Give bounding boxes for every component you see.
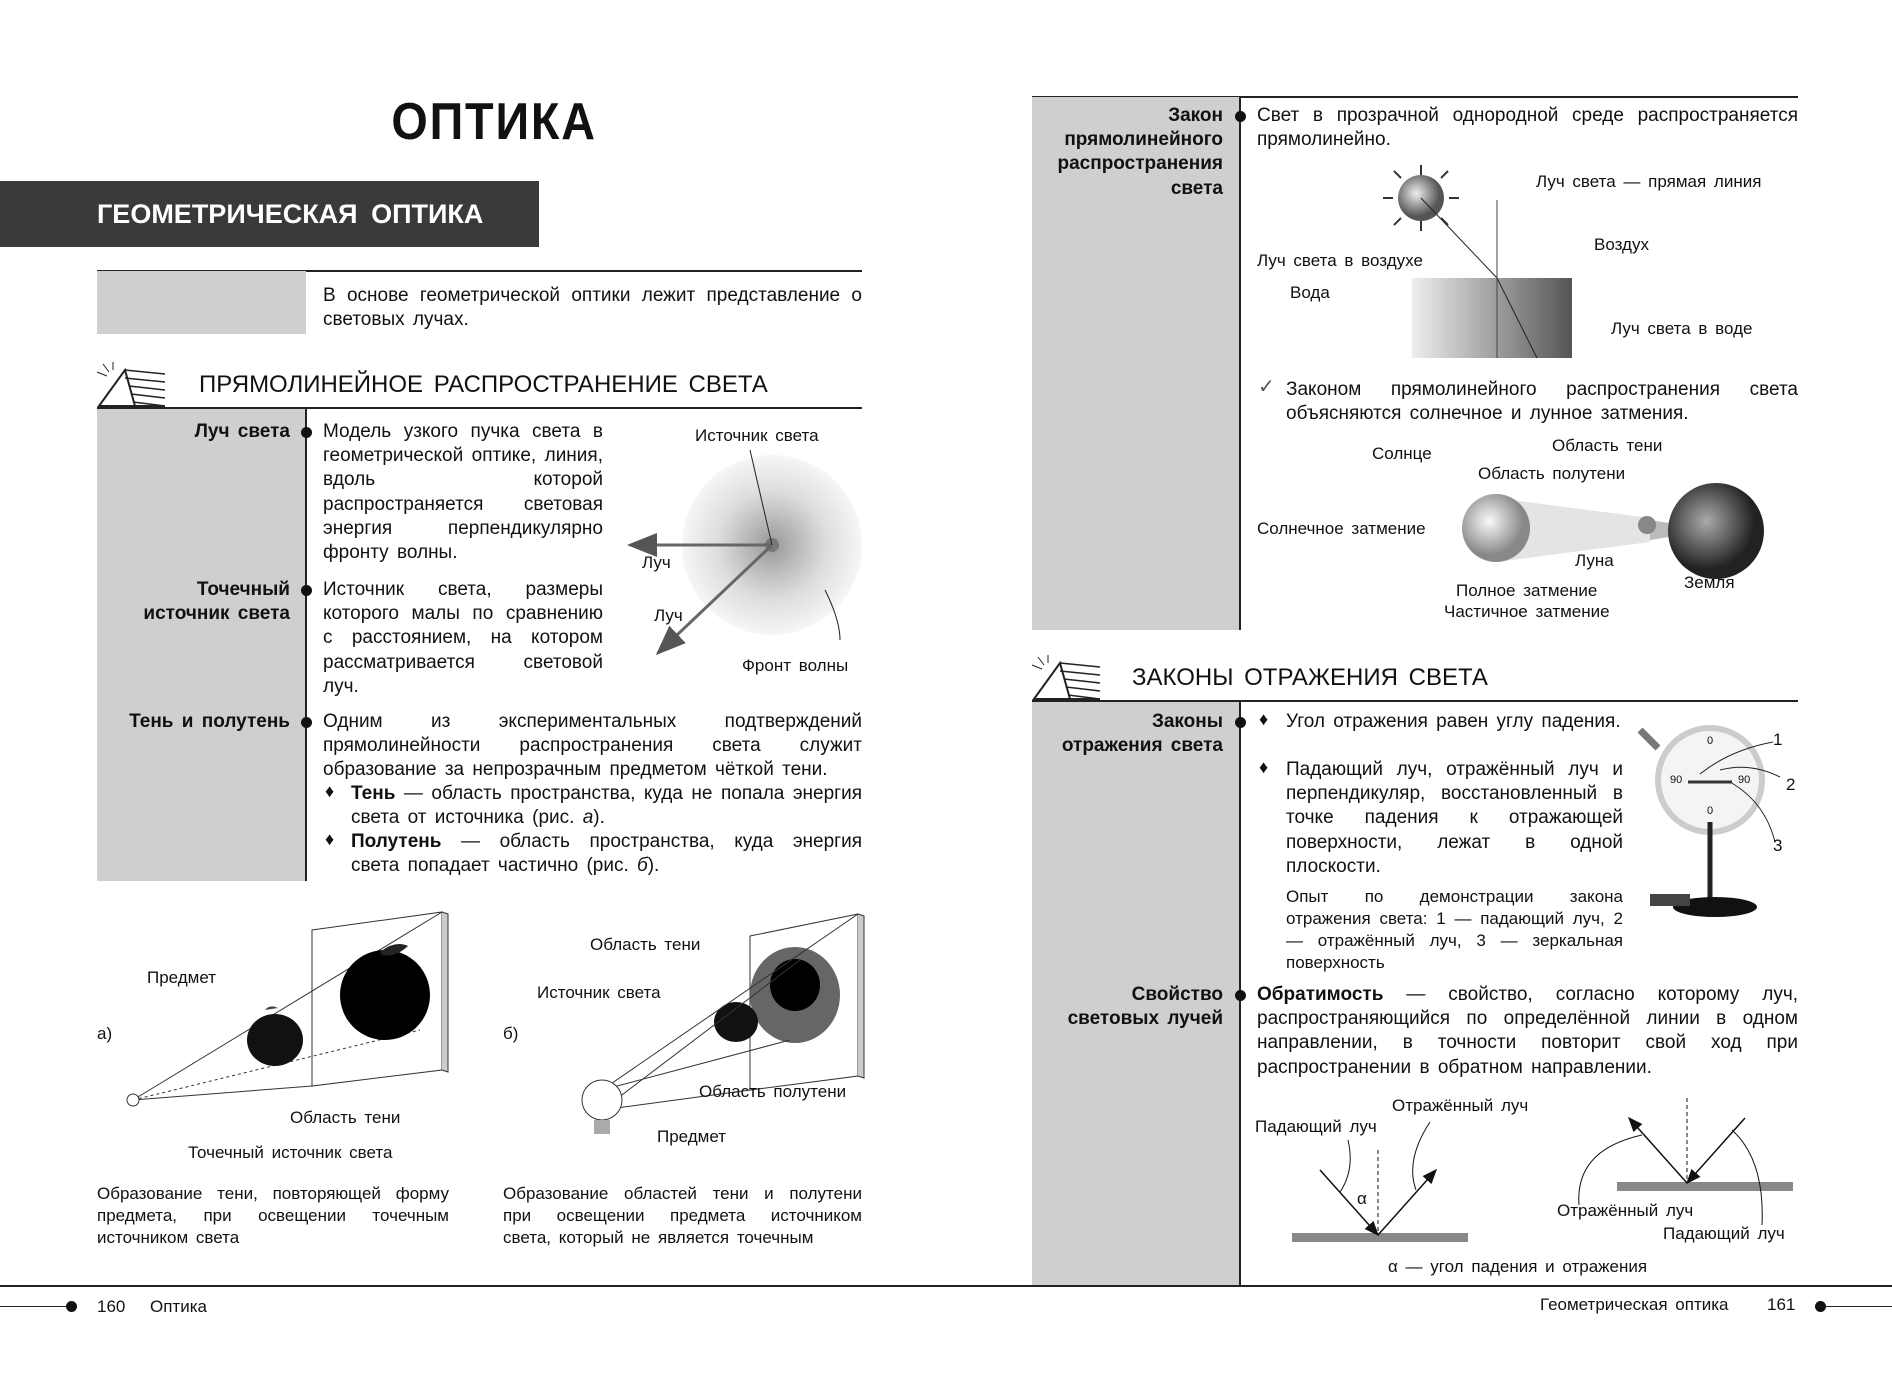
label-source: Источник света: [695, 426, 819, 445]
reflection-bullet: Падающий луч, отражённый луч и перпендикуляр, восстановленный в точке падения к отражающей поверхности, лежат в одной плоскости.: [1286, 759, 1623, 877]
figure-b-caption: Образование областей тени и полутени при освещении предмета источником света, который не является точечным: [503, 1184, 862, 1247]
figure-a-shadow: [90, 900, 470, 1170]
definition-rectilinear: Свет в прозрачной однородной среде распространяется прямолинейно.: [1257, 105, 1798, 151]
label-light-source: Источник света: [537, 983, 661, 1002]
footer-dot: [66, 1301, 77, 1312]
bullet-end: ).: [647, 855, 660, 877]
term-line: Законы: [1151, 711, 1223, 732]
apparatus-label-3: 3: [1773, 836, 1783, 855]
column-divider: [1239, 97, 1241, 630]
bullet-end: ).: [593, 807, 605, 829]
label-ray-water: Луч света в воде: [1611, 319, 1753, 338]
label-reflected-ray: Отражённый луч: [1557, 1201, 1694, 1220]
label-air: Воздух: [1594, 235, 1649, 254]
term-rectilinear-law: [1032, 104, 1223, 201]
alpha-legend: α — угол падения и отражения: [1388, 1257, 1648, 1276]
label-incident-ray: Падающий луч: [1255, 1117, 1377, 1136]
term-line: распространения: [1057, 153, 1223, 175]
fig-ref: а: [582, 807, 594, 829]
term-marker: [301, 717, 312, 728]
apparatus-caption: Опыт по демонстрации закона отражения света: 1 — падающий луч, 2 — отражённый луч, 3 — зеркальная поверхность: [1286, 887, 1623, 972]
column-divider: [305, 409, 307, 881]
term-line: Точечный: [196, 579, 290, 600]
running-head-left: Оптика: [150, 1297, 207, 1316]
label-total-eclipse: Полное затмение: [1456, 581, 1598, 600]
term-line: Свойство: [1131, 984, 1223, 1005]
label-penumbra-area: Область полутени: [1478, 464, 1626, 483]
chapter-banner: [0, 181, 539, 247]
page-title: ОПТИКА: [391, 93, 597, 151]
scale-mark: 90: [1738, 774, 1751, 786]
label-point-source: Точечный источник света: [188, 1143, 393, 1162]
page-number-right: 161: [1767, 1295, 1796, 1314]
bullet-text: — область пространства, куда энергия света попадает частично (рис.: [351, 831, 862, 877]
apparatus-label-1: 1: [1773, 730, 1783, 749]
term-marker: [301, 427, 312, 438]
bullet-penumbra: [351, 830, 862, 878]
diamond-bullet-icon: ♦: [1259, 709, 1269, 729]
footer-line: [1820, 1306, 1892, 1307]
label-ray-straight: Луч света — прямая линия: [1536, 172, 1762, 191]
label-reflected-ray: Отражённый луч: [1392, 1096, 1529, 1115]
intro-text: В основе геометрической оптики лежит представление о световых лучах.: [323, 285, 862, 331]
term-shadow: Тень и полутень: [129, 711, 290, 732]
figure-letter: а): [97, 1024, 113, 1043]
label-ray: Луч: [642, 553, 671, 572]
label-ray: Луч: [654, 606, 683, 625]
label-shadow-area: Область тени: [590, 935, 701, 954]
term-line: отражения света: [1061, 735, 1223, 757]
footer-line: [0, 1306, 72, 1307]
intro-gray-box: [97, 271, 306, 334]
label-moon: Луна: [1575, 551, 1614, 570]
chapter-banner-text: ГЕОМЕТРИЧЕСКАЯ ОПТИКА: [97, 199, 484, 229]
definition-point-source: Источник света, размеры которого малы по сравнению с расстоянием, на котором рассматривается световой луч.: [323, 579, 603, 697]
term-marker: [1235, 990, 1246, 1001]
section-heading: ЗАКОНЫ ОТРАЖЕНИЯ СВЕТА: [1132, 664, 1488, 691]
term-reflection-laws: [1032, 710, 1223, 758]
label-incident-ray: Падающий луч: [1663, 1224, 1785, 1243]
label-solar-eclipse: Солнечное затмение: [1257, 519, 1426, 538]
fig-ref: б: [637, 855, 648, 877]
term-line: прямолинейного: [1064, 129, 1223, 151]
section-heading: ПРЯМОЛИНЕЙНОЕ РАСПРОСТРАНЕНИЕ СВЕТА: [199, 371, 768, 398]
page-number-left: 160: [97, 1297, 126, 1316]
label-sun: Солнце: [1372, 444, 1432, 463]
reflection-apparatus: [1630, 722, 1800, 932]
label-object: Предмет: [147, 968, 217, 987]
figure-letter: б): [503, 1024, 519, 1043]
apparatus-label-2: 2: [1786, 775, 1796, 794]
label-partial-eclipse: Частичное затмение: [1444, 602, 1610, 621]
term-line: световых лучей: [1067, 1008, 1223, 1030]
bullet-bold: Полутень: [351, 831, 442, 852]
term-point-source: [97, 578, 290, 626]
term-marker: [1235, 111, 1246, 122]
definition-reversibility: [1257, 983, 1798, 1080]
term-line: источник света: [143, 603, 290, 625]
label-water: Вода: [1290, 283, 1330, 302]
terms-column: [97, 409, 306, 881]
label-object: Предмет: [657, 1127, 727, 1146]
figure-a-caption: Образование тени, повторяющей форму предмета, при освещении точечным источником света: [97, 1184, 449, 1247]
label-shadow-area: Область тени: [290, 1108, 401, 1127]
term-line: света: [1170, 177, 1223, 199]
term-ray-property: [1032, 983, 1223, 1031]
diamond-bullet-icon: ♦: [325, 829, 335, 849]
label-ray-air: Луч света в воздухе: [1257, 251, 1423, 270]
scale-mark: 90: [1670, 774, 1683, 786]
running-head-right: Геометрическая оптика: [1540, 1295, 1729, 1314]
reversibility-text: — свойство, согласно которому луч, распространяющийся по определённой линии в одном направлении, в точности повторит свой ход при распространении в обратном направлении.: [1257, 984, 1798, 1078]
label-shadow-area: Область тени: [1552, 436, 1663, 455]
reflection-bullet: Угол отражения равен углу падения.: [1286, 711, 1621, 732]
scale-mark: 0: [1707, 805, 1714, 817]
label-wavefront: Фронт волны: [742, 656, 849, 675]
eclipse-note: Законом прямолинейного распространения света объясняются солнечное и лунное затмения.: [1286, 379, 1798, 425]
bullet-shadow: [351, 782, 862, 830]
definition-shadow: Одним из экспериментальных подтверждений прямолинейности распространения света служит образование за непрозрачным предметом чёткой тени.: [323, 711, 862, 781]
bullet-bold: Тень: [351, 783, 396, 804]
label-alpha: α: [1357, 1189, 1367, 1208]
optics-section-icon: [95, 362, 170, 410]
term-marker: [1235, 717, 1246, 728]
reversibility-bold: Обратимость: [1257, 984, 1384, 1005]
term-marker: [301, 585, 312, 596]
term-line: Закон: [1168, 105, 1223, 126]
label-earth: Земля: [1684, 573, 1735, 592]
definition-ray: Модель узкого пучка света в геометрической оптике, линия, вдоль которой распространяется световая энергия перпендикулярно фронту волны.: [323, 421, 603, 564]
checkmark-icon: ✓: [1258, 376, 1275, 398]
bullet-text: — область пространства, куда не попала энергия света от источника (рис.: [351, 783, 862, 829]
term-ray: Луч света: [194, 421, 290, 442]
optics-section-icon: [1030, 655, 1105, 703]
label-penumbra-area: Область полутени: [699, 1082, 847, 1101]
scale-mark: 0: [1707, 735, 1714, 747]
diamond-bullet-icon: ♦: [325, 781, 335, 801]
footer-rule: [0, 1285, 1892, 1287]
diamond-bullet-icon: ♦: [1259, 757, 1269, 777]
